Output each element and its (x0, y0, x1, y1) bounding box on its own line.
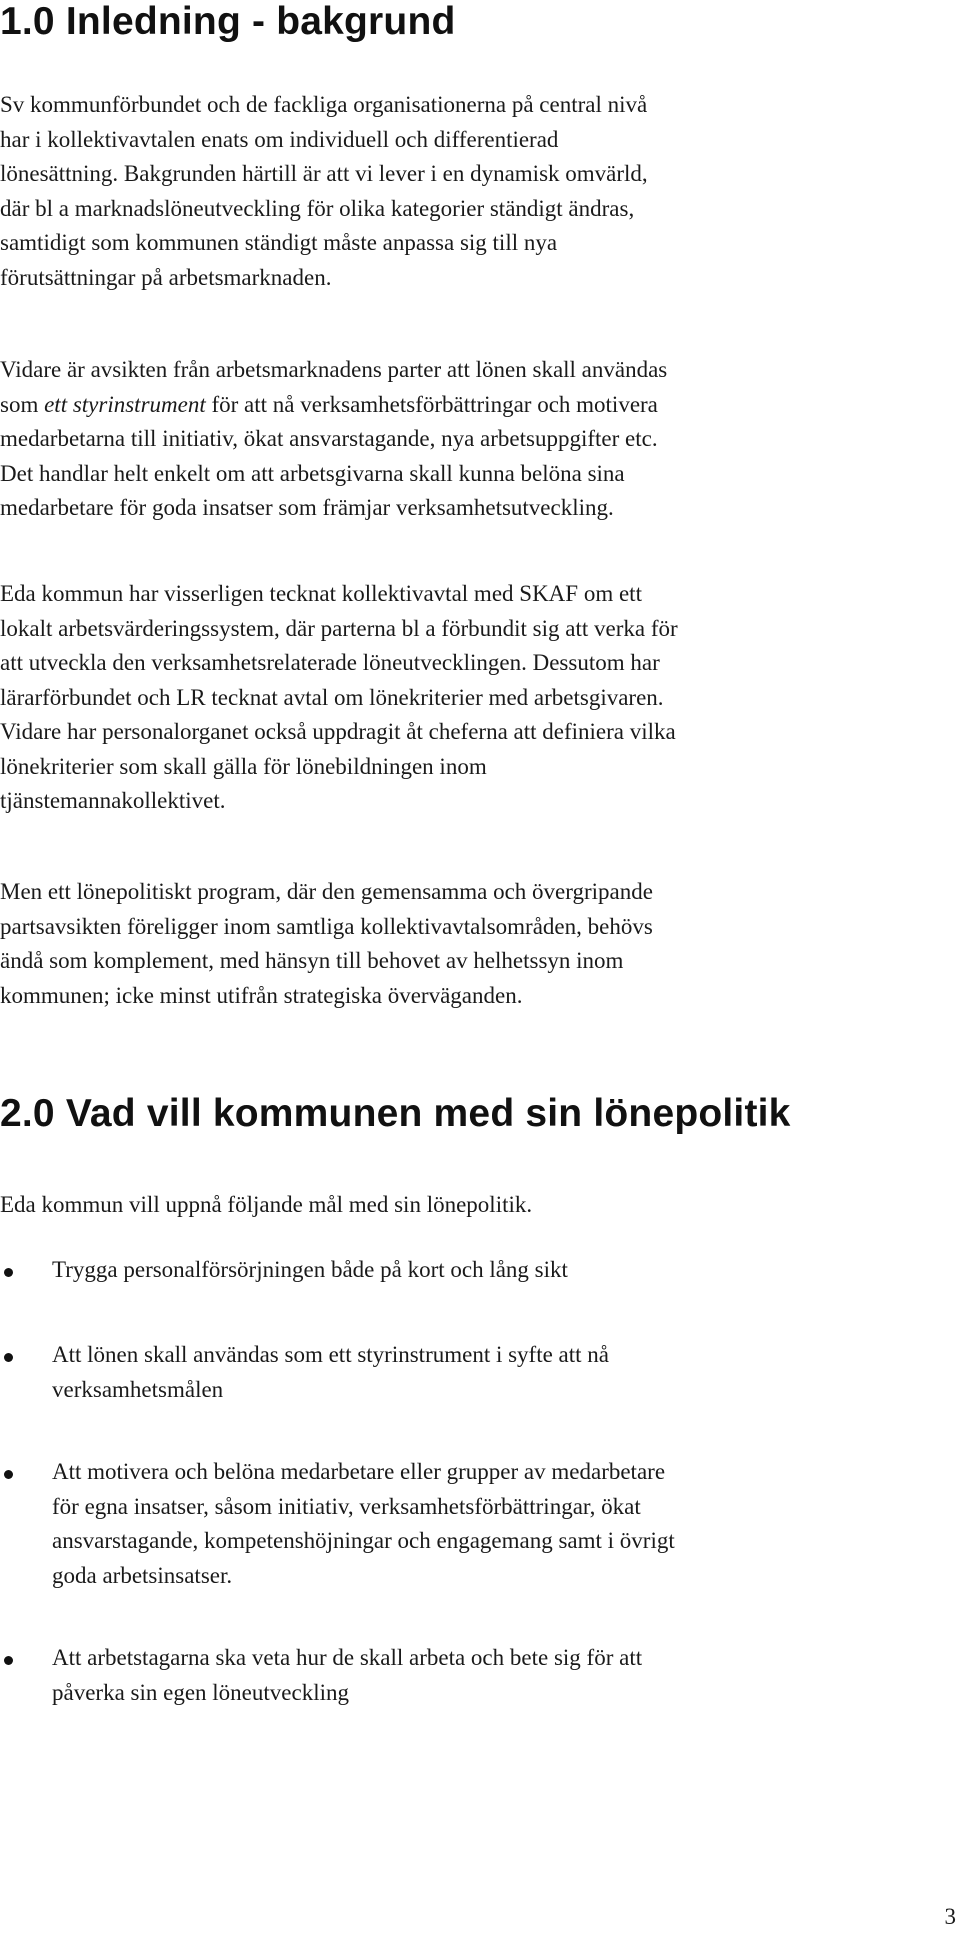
text-line: Att motivera och belöna medarbetare eller grupper av medarbetare (52, 1459, 666, 1484)
text-line: goda arbetsinsatser. (52, 1562, 233, 1588)
text-line: Vidare är avsikten från arbetsmarknadens parter att lönen skall användas (0, 357, 668, 382)
list-item-text (52, 1338, 609, 1407)
text-segment: för att nå verksamhetsförbättringar och motivera (205, 391, 658, 417)
text-line: Trygga personalförsörjningen både på kort och lång sikt (52, 1257, 568, 1282)
bullet-icon (4, 1353, 13, 1362)
list-item-text (52, 1253, 568, 1288)
list-item-text (52, 1455, 675, 1593)
text-line: medarbetare för goda insatser som främjar verksamhetsutveckling. (0, 495, 614, 520)
page-number: 3 (944, 1904, 956, 1929)
text-line: Eda kommun har visserligen tecknat kollektivavtal med SKAF om ett (0, 581, 642, 606)
text-line: verksamhetsmålen (52, 1376, 224, 1402)
paragraph-purpose (0, 353, 960, 526)
paragraph-goals-intro: Eda kommun vill uppnå följande mål med sin lönepolitik. (0, 1192, 533, 1217)
text-line: lönesättning. Bakgrunden härtill är att vi lever i en dynamisk omvärld, (0, 161, 648, 186)
text-line: ändå som komplement, med hänsyn till behovet av helhetssyn inom (0, 948, 624, 973)
text-line: Det handlar helt enkelt om att arbetsgivarna skall kunna belöna sina (0, 460, 625, 486)
text-line: partsavsikten föreligger inom samtliga kollektivavtalsområden, behövs (0, 913, 653, 939)
text-line (0, 388, 960, 423)
text-line: tjänstemannakollektivet. (0, 788, 226, 813)
paragraph-program (0, 875, 960, 1013)
emphasized-text: ett styrinstrument (44, 391, 206, 417)
text-line: Att lönen skall användas som ett styrinstrument i syfte att nå (52, 1342, 610, 1367)
section-heading-1: 1.0 Inledning - bakgrund (0, 0, 456, 43)
text-segment: som (0, 391, 45, 417)
text-line: har i kollektivavtalen enats om individuell och differentierad (0, 126, 559, 152)
text-line: Sv kommunförbundet och de fackliga organisationerna på central nivå (0, 92, 648, 117)
text-line: att utveckla den verksamhetsrelaterade löneutvecklingen. Dessutom har (0, 650, 660, 675)
list-item-text (52, 1641, 642, 1710)
bullet-icon (4, 1268, 13, 1277)
text-line: förutsättningar på arbetsmarknaden. (0, 264, 332, 290)
text-line: medarbetarna till initiativ, ökat ansvarstagande, nya arbetsuppgifter etc. (0, 426, 658, 451)
text-line: för egna insatser, såsom initiativ, verksamhetsförbättringar, ökat (52, 1493, 641, 1519)
paragraph-agreements (0, 577, 960, 819)
text-line: lokalt arbetsvärderingssystem, där parterna bl a förbundit sig att verka för (0, 615, 678, 641)
text-line: lönekriterier som skall gälla för lönebildningen inom (0, 753, 487, 779)
text-line: Men ett lönepolitiskt program, där den gemensamma och övergripande (0, 879, 653, 904)
text-line: Att arbetstagarna ska veta hur de skall arbeta och bete sig för att (52, 1645, 643, 1670)
text-line: lärarförbundet och LR tecknat avtal om lönekriterier med arbetsgivaren. (0, 684, 664, 710)
bullet-icon (4, 1470, 13, 1479)
text-line: ansvarstagande, kompetenshöjningar och engagemang samt i övrigt (52, 1528, 675, 1553)
bullet-icon (4, 1656, 13, 1665)
section-heading-2: 2.0 Vad vill kommunen med sin lönepolitik (0, 1092, 791, 1135)
text-line: påverka sin egen löneutveckling (52, 1679, 349, 1705)
text-line: samtidigt som kommunen ständigt måste anpassa sig till nya (0, 230, 558, 255)
paragraph-background (0, 88, 960, 295)
text-line: kommunen; icke minst utifrån strategiska överväganden. (0, 982, 523, 1008)
text-line: Vidare har personalorganet också uppdragit åt cheferna att definiera vilka (0, 719, 676, 744)
text-line: där bl a marknadslöneutveckling för olika kategorier ständigt ändras, (0, 195, 635, 221)
